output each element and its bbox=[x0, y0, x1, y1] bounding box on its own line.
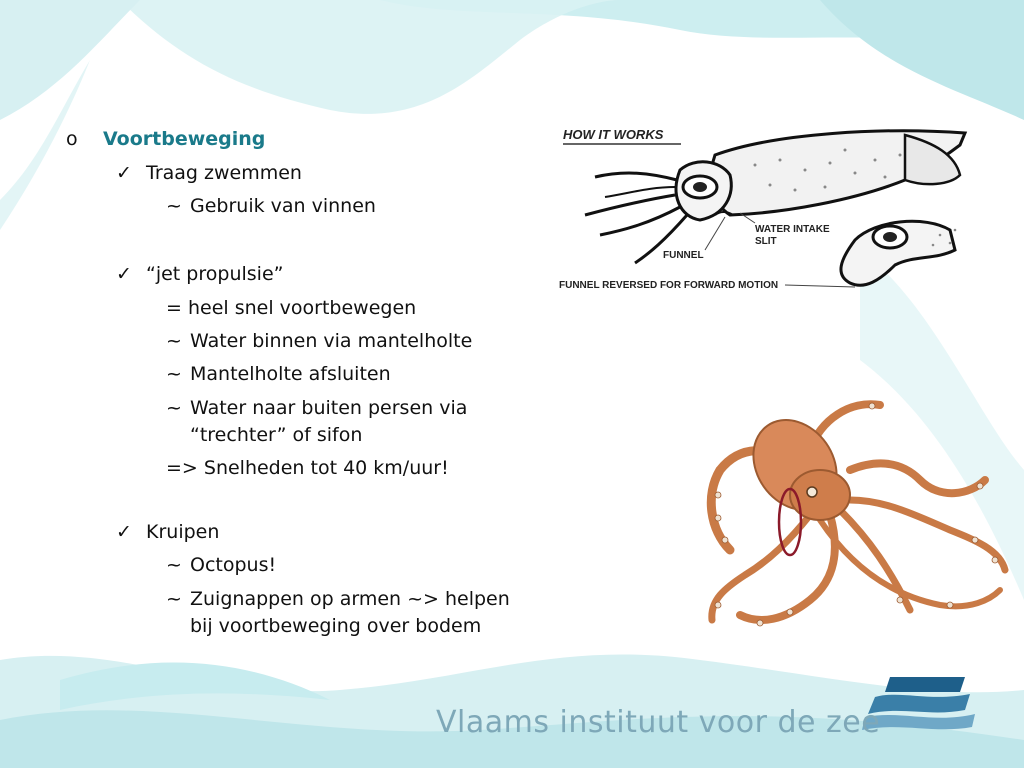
label-water-intake: WATER INTAKE bbox=[755, 224, 830, 235]
tilde-marker: ~ bbox=[166, 397, 182, 419]
organization-name: Vlaams instituut voor de zee bbox=[436, 705, 881, 740]
bullet-buiten-2: “trechter” of sifon bbox=[190, 424, 363, 446]
bullet-afsluiten: Mantelholte afsluiten bbox=[190, 363, 391, 385]
bullet-snel: = heel snel voortbewegen bbox=[166, 297, 417, 319]
squid-diagram bbox=[555, 115, 975, 300]
diagram-title: HOW IT WORKS bbox=[563, 127, 664, 142]
tilde-marker: ~ bbox=[166, 588, 182, 610]
check-icon: ✓ bbox=[116, 521, 132, 543]
section-heading: Voortbeweging bbox=[103, 128, 266, 150]
bullet-zuig-1: Zuignappen op armen ~> helpen bbox=[190, 588, 510, 610]
label-funnel-reversed: FUNNEL REVERSED FOR FORWARD MOTION bbox=[559, 280, 779, 291]
bullet-marker: o bbox=[66, 128, 78, 150]
bullet-jet: “jet propulsie” bbox=[146, 263, 284, 285]
tilde-marker: ~ bbox=[166, 195, 182, 217]
bullet-vinnen: Gebruik van vinnen bbox=[190, 195, 376, 217]
label-funnel: FUNNEL bbox=[663, 250, 704, 261]
tilde-marker: ~ bbox=[166, 330, 182, 352]
bullet-binnen: Water binnen via mantelholte bbox=[190, 330, 473, 352]
bullet-traag: Traag zwemmen bbox=[146, 162, 302, 184]
bullet-kruipen: Kruipen bbox=[146, 521, 220, 543]
tilde-marker: ~ bbox=[166, 554, 182, 576]
tilde-marker: ~ bbox=[166, 363, 182, 385]
bullet-buiten-1: Water naar buiten persen via bbox=[190, 397, 468, 419]
check-icon: ✓ bbox=[116, 263, 132, 285]
octopus-illustration bbox=[700, 390, 1010, 640]
bullet-octopus: Octopus! bbox=[190, 554, 277, 576]
bullet-snelheden: => Snelheden tot 40 km/uur! bbox=[166, 457, 449, 479]
bullet-zuig-2: bij voortbeweging over bodem bbox=[190, 615, 482, 637]
label-slit: SLIT bbox=[755, 236, 777, 247]
check-icon: ✓ bbox=[116, 162, 132, 184]
